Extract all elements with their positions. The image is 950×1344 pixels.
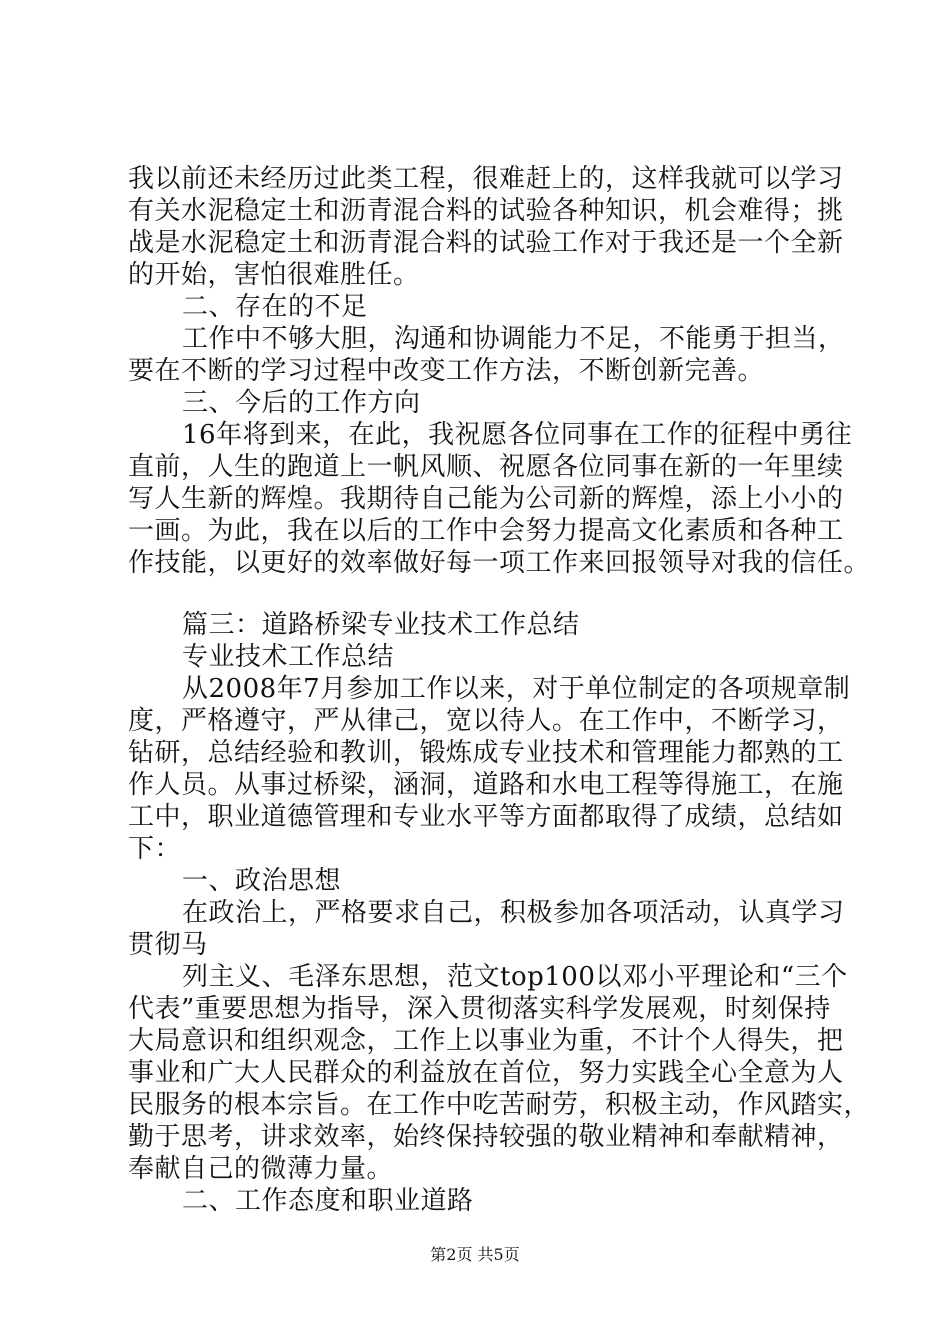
- text-line: 作人员。从事过桥梁，涵洞，道路和水电工程等得施工，在施: [128, 770, 844, 800]
- text-line: 二、工作态度和职业道路: [182, 1186, 474, 1216]
- text-line: 奉献自己的微薄力量。: [128, 1154, 394, 1184]
- text-line: 工中，职业道德管理和专业水平等方面都取得了成绩，总结如: [128, 802, 844, 832]
- text-line: 事业和广大人民群众的利益放在首位，努力实践全心全意为人: [128, 1058, 844, 1088]
- text-line: 二、存在的不足: [182, 292, 368, 322]
- text-line: 勤于思考，讲求效率，始终保持较强的敬业精神和奉献精神，: [128, 1122, 844, 1152]
- document-body: [128, 163, 871, 1217]
- text-line: 从2008年7月参加工作以来，对于单位制定的各项规章制: [182, 674, 851, 704]
- text-line: 列主义、毛泽东思想，范文top100以邓小平理论和“三个: [182, 962, 848, 992]
- text-line: 要在不断的学习过程中改变工作方法，不断创新完善。: [128, 356, 765, 386]
- text-line: 一、政治思想: [182, 866, 342, 896]
- body-section-2: [128, 609, 871, 1217]
- section-gap: [128, 579, 848, 609]
- text-line: 有关水泥稳定土和沥青混合料的试验各种知识，机会难得；挑: [128, 196, 844, 226]
- page-number-footer: 第2页 共5页: [430, 1245, 520, 1264]
- text-line: 16年将到来，在此，我祝愿各位同事在工作的征程中勇往: [182, 420, 853, 450]
- text-line: 的开始，害怕很难胜任。: [128, 260, 420, 290]
- text-line: 我以前还未经历过此类工程，很难赶上的，这样我就可以学习: [128, 164, 844, 194]
- text-line: 写人生新的辉煌。我期待自己能为公司新的辉煌，添上小小的: [128, 484, 844, 514]
- text-line: 专业技术工作总结: [182, 642, 395, 672]
- text-line: 直前，人生的跑道上一帆风顺、祝愿各位同事在新的一年里续: [128, 452, 844, 482]
- text-line: 贯彻马: [128, 930, 208, 960]
- text-line: 篇三：道路桥梁专业技术工作总结: [182, 610, 580, 640]
- text-line: 一画。为此，我在以后的工作中会努力提高文化素质和各种工: [128, 516, 844, 546]
- text-line: 三、今后的工作方向: [182, 388, 421, 418]
- body-section-1: [128, 163, 871, 579]
- text-line: 下：: [128, 834, 182, 864]
- text-line: 在政治上，严格要求自己，积极参加各项活动，认真学习: [182, 898, 845, 928]
- text-line: 代表”重要思想为指导，深入贯彻落实科学发展观，时刻保持: [128, 994, 831, 1024]
- text-line: 度，严格遵守，严从律己，宽以待人。在工作中，不断学习，: [128, 706, 844, 736]
- text-line: 工作中不够大胆，沟通和协调能力不足，不能勇于担当，: [182, 324, 845, 354]
- text-line: 大局意识和组织观念，工作上以事业为重，不计个人得失，把: [128, 1026, 844, 1056]
- text-line: 民服务的根本宗旨。在工作中吃苦耐劳，积极主动，作风踏实，: [128, 1090, 871, 1120]
- text-line: 钻研，总结经验和教训，锻炼成专业技术和管理能力都熟的工: [128, 738, 844, 768]
- text-line: 战是水泥稳定土和沥青混合料的试验工作对于我还是一个全新: [128, 228, 844, 258]
- text-line: 作技能，以更好的效率做好每一项工作来回报领导对我的信任。: [128, 548, 871, 578]
